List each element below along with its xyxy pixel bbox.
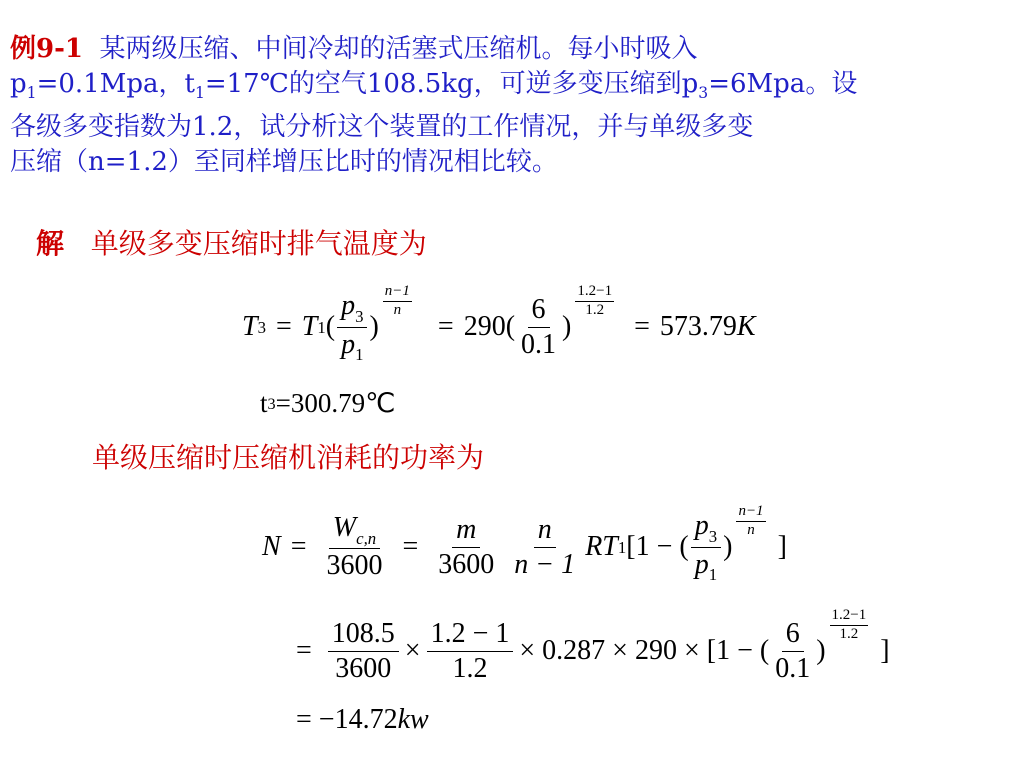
eq3-3600: 3600 <box>335 652 392 684</box>
eq2-exp-num: n−1 <box>736 503 765 521</box>
eq1-exp2-den: 1.2 <box>585 301 605 318</box>
eq3-bracket-close: ] <box>880 635 890 666</box>
eq1-pressure-ratio <box>337 291 367 362</box>
eq3-middle-terms: × 0.287 × 290 × [1 − ( <box>519 635 770 666</box>
eq2-equals-1: = <box>290 531 307 562</box>
problem-line-1 <box>10 32 1000 67</box>
p1-symbol: p <box>10 68 27 99</box>
eq1-exp-den: n <box>393 301 402 318</box>
eq1-T3-sub: 3 <box>257 317 266 337</box>
p3-subscript: 3 <box>698 84 709 103</box>
eq2-mass-fraction <box>434 515 498 579</box>
eq3-6: 6 <box>782 619 804 651</box>
t3-result <box>260 388 395 419</box>
problem-line-3: 各级多变指数为1.2，试分析这个装置的工作情况，并与单级多变 <box>10 112 754 143</box>
problem-line-2 <box>10 67 1000 111</box>
eq3-exponent <box>830 607 869 643</box>
eq3-mass-fraction <box>328 619 399 683</box>
eq1-rparen-2: ) <box>562 311 572 342</box>
eq2-p1: p <box>694 548 709 580</box>
eq1-exponent-2 <box>575 283 614 319</box>
eq1-lparen: ( <box>325 311 336 342</box>
eq2-exp-den: n <box>747 521 755 538</box>
eq3-exp-den: 1.2 <box>839 625 859 642</box>
eq1-p3-sub: 3 <box>355 306 364 326</box>
eq4-unit: kw <box>397 704 429 735</box>
eq1-lparen-2: ( <box>505 311 516 342</box>
eq1-equals-3: = <box>634 311 650 342</box>
t1-subscript: 1 <box>194 84 205 103</box>
eq1-exp-num: n−1 <box>383 283 412 301</box>
eq3-108-5: 108.5 <box>328 619 399 651</box>
eq4-result: = −14.72 <box>296 704 398 735</box>
eq1-equals-2: = <box>437 311 454 342</box>
eq2-rparen: ) <box>723 531 733 562</box>
eq3-times: × <box>404 635 421 666</box>
eq3-numeric-ratio <box>771 619 814 683</box>
p1-value: =0.1Mpa，t <box>36 68 195 99</box>
eq3-0-1: 0.1 <box>775 652 811 684</box>
eq2-W: W <box>332 512 357 544</box>
eq1-290: 290 <box>463 311 506 342</box>
eq1-T1: T <box>301 311 318 342</box>
eq1-rparen: ) <box>369 311 379 342</box>
eq2-bracket-open: [1 − ( <box>626 531 689 562</box>
t3-subscript: 3 <box>267 394 276 413</box>
eq1-p3: p <box>341 290 356 322</box>
eq2-equals-2: = <box>402 531 419 562</box>
eq1-0-1: 0.1 <box>521 328 557 360</box>
eq2-pressure-ratio <box>691 511 721 582</box>
t3-value: =300.79℃ <box>275 388 396 418</box>
eq2-p3-sub: 3 <box>708 526 718 546</box>
eq2-T1-sub: 1 <box>617 537 627 557</box>
eq3-equals: = <box>296 635 312 666</box>
problem-statement <box>10 32 1000 179</box>
eq2-3600-b: 3600 <box>438 548 495 580</box>
eq3-rparen: ) <box>816 635 826 666</box>
eq2-n-minus-1: n − 1 <box>514 548 576 580</box>
eq2-RT: RT <box>585 531 618 562</box>
eq2-p3: p <box>694 510 709 542</box>
eq2-exponent <box>736 503 765 539</box>
eq2-bracket-close: ] <box>777 531 787 562</box>
solution-heading-1 <box>36 222 427 262</box>
eq3-n-fraction <box>427 619 514 683</box>
eq1-p1-sub: 1 <box>355 344 364 364</box>
problem-text-1: 某两级压缩、中间冷却的活塞式压缩机。每小时吸入 <box>99 34 698 64</box>
eq1-T1-sub: 1 <box>317 317 326 337</box>
eq2-n-fraction <box>510 515 579 579</box>
eq3-1-2-minus-1: 1.2 − 1 <box>427 619 514 651</box>
p1-subscript: 1 <box>26 84 37 103</box>
problem-line-4: 压缩（n=1.2）至同样增压比时的情况相比较。 <box>10 146 558 177</box>
eq1-equals-1: = <box>275 311 292 342</box>
eq1-6: 6 <box>528 295 550 327</box>
equation-power-general <box>262 502 787 592</box>
eq2-work-fraction <box>322 513 386 581</box>
eq3-1-2: 1.2 <box>452 652 488 684</box>
equation-exhaust-temperature <box>242 282 756 372</box>
solution-label: 解 <box>36 227 65 260</box>
eq1-T3: T <box>242 311 258 342</box>
eq1-exp2-num: 1.2−1 <box>575 283 614 301</box>
solution-heading-1-text: 单级多变压缩时排气温度为 <box>90 227 427 260</box>
solution-heading-2: 单级压缩时压缩机消耗的功率为 <box>92 441 485 474</box>
eq1-unit: K <box>736 311 756 342</box>
eq1-p1: p <box>341 328 356 360</box>
eq3-exp-num: 1.2−1 <box>830 607 869 625</box>
eq2-N: N <box>262 531 281 562</box>
equation-power-numeric <box>296 606 890 696</box>
t3-symbol: t <box>260 388 268 418</box>
eq2-3600: 3600 <box>326 550 383 582</box>
eq2-W-sub: c,n <box>356 528 377 548</box>
equation-power-result <box>296 704 429 736</box>
eq1-result: 573.79 <box>659 311 737 342</box>
eq2-p1-sub: 1 <box>708 564 718 584</box>
eq2-n: n <box>534 515 556 547</box>
example-label: 例9-1 <box>10 34 83 64</box>
p3-value: =6Mpa。设 <box>708 68 858 99</box>
eq1-exponent <box>383 283 412 319</box>
eq1-numeric-ratio <box>517 295 560 359</box>
eq2-m: m <box>452 515 480 547</box>
t1-value: =17℃的空气108.5kg，可逆多变压缩到p <box>204 68 699 99</box>
